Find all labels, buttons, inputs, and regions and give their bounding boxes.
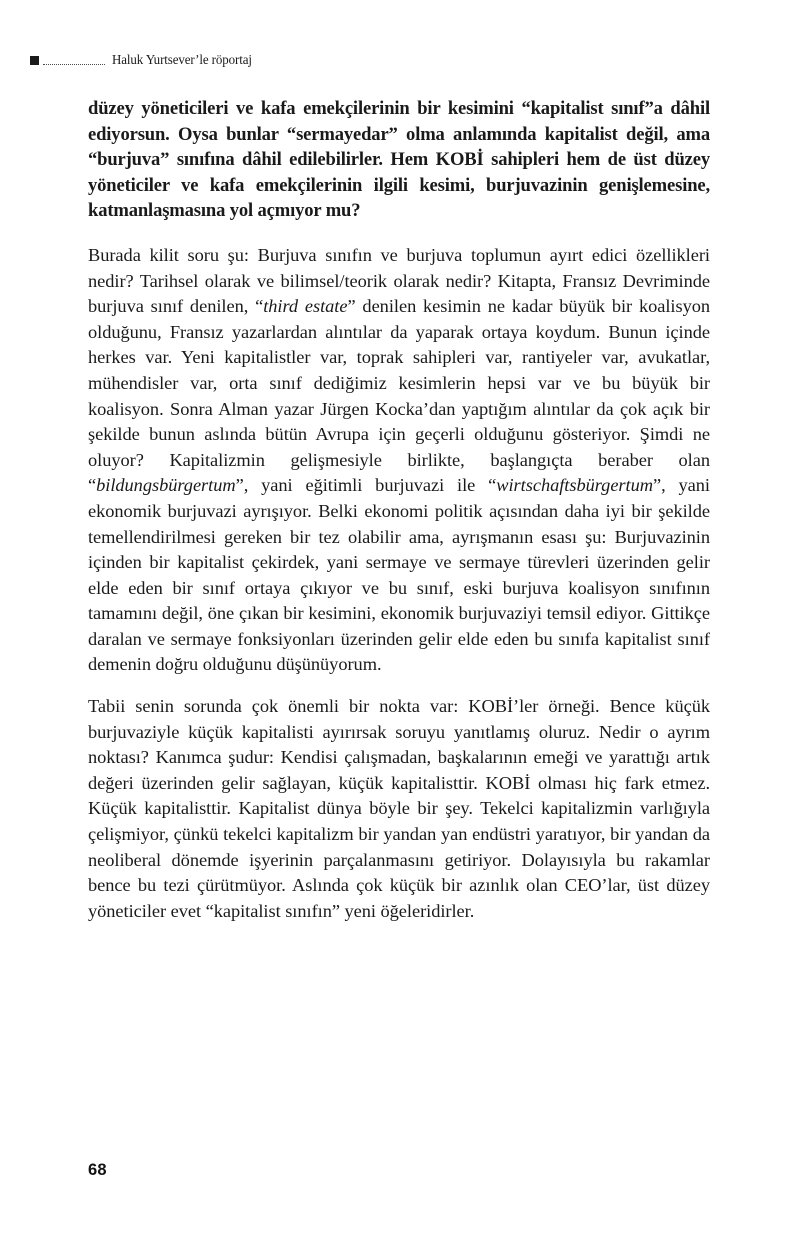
italic-term-bildungsbuergertum: bildungsbürgertum: [96, 475, 236, 496]
italic-term-wirtschaftsbuergertum: wirtschaftsbürgertum: [496, 475, 653, 496]
question-paragraph: düzey yöneticileri ve kafa emekçilerinin bir kesimini “kapitalist sınıf”a dâhil ediyorsun. Oysa bunlar “sermayedar” olma anlamında kapitalist değil, ama “burjuva” sınıfına dâhil edilebilirler. Hem KOBİ sahipleri hem de üst düzey yöneticiler ve kafa emekçilerinin ilgili kesimi, burjuvazinin genişlemesine, katmanlaşmasına yol açmıyor mu?: [88, 98, 710, 222]
answer-1-segment-4: ”, yani ekonomik burjuvazi ayrışıyor. Belki ekonomi politik açısından daha iyi bir şekilde temellendirilmesi gereken bir tez olabilir ama, ayrışmanın esası şu: Burjuvazinin içinden bir kapitalist çekirdek, yani sermaye ve sermaye türevleri üzerinden gelir elde eden bir sınıf ortaya çıkıyor ve bu sınıf, eski burjuva koalisyon sınıfının tamamını değil, öne çıkan bir kesimini, ekonomik burjuvaziyi temsil ediyor. Gittikçe daralan ve sermaye fonksiyonları üzerinden gelir elde eden bu sınıfa kapitalist sınıf demenin doğru olduğunu düşünüyorum.: [88, 475, 710, 675]
italic-term-third-estate: third estate: [263, 296, 348, 317]
answer-1-segment-3: ”, yani eğitimli burjuvazi ile “: [235, 475, 497, 496]
page-number-folio: 68: [88, 1161, 107, 1179]
answer-paragraph-1: [88, 243, 710, 678]
answer-1-segment-1: Burada kilit soru şu: Burjuva sınıfın ve burjuva toplumun ayırt edici özellikleri nedir? Tarihsel olarak ve bilimsel/teorik olarak nedir? Kitapta, Fransız Devriminde burjuva sınıf denilen, “: [88, 244, 710, 317]
dotted-leader-icon: [43, 55, 105, 65]
answer-1-segment-2: ” denilen kesimin ne kadar büyük bir koalisyon olduğunu, Fransız yazarlardan alıntılar da yaparak ortaya koydum. Bunun içinde herkes var. Yeni kapitalistler var, toprak sahipleri var, rantiyeler var, avukatlar, mühendisler var, orta sınıf dediğimiz kesimlerin hepsi var ve bu büyük bir koalisyon. Sonra Alman yazar Jürgen Kocka’dan yaptığım alıntılar da çok açık bir şekilde bunun aslında bütün Avrupa için geçerli olduğunu gösteriyor. Şimdi ne oluyor? Kapitalizmin gelişmesiyle birlikte, başlangıçta beraber olan “: [88, 296, 711, 496]
running-header: [30, 50, 730, 70]
text-column: [88, 96, 710, 924]
black-square-icon: [30, 56, 39, 65]
running-header-title: Haluk Yurtsever’le röportaj: [112, 52, 252, 68]
answer-paragraph-2: Tabii senin sorunda çok önemli bir nokta var: KOBİ’ler örneği. Bence küçük burjuvaziyle küçük kapitalisti ayırırsak soruyu yanıtlamış oluruz. Nedir o ayrım noktası? Kanımca şudur: Kendisi çalışmadan, başkalarının emeği ve yarattığı artık değeri üzerinden gelir sağlayan, küçük kapitalisttir. KOBİ olması hiç fark etmez. Küçük kapitalisttir. Kapitalist dünya böyle bir şey. Tekelci kapitalizmin varlığıyla çelişmiyor, çünkü tekelci kapitalizm bir yandan yan endüstri yaratıyor, bir yandan da neoliberal dönemde işyerinin parçalanmasını getiriyor. Dolayısıyla bu rakamlar bence bu tezi çürütmüyor. Aslında çok küçük bir azınlık olan CEO’lar, üst düzey yöneticiler evet “kapitalist sınıfın” yeni öğeleridirler.: [88, 696, 710, 921]
